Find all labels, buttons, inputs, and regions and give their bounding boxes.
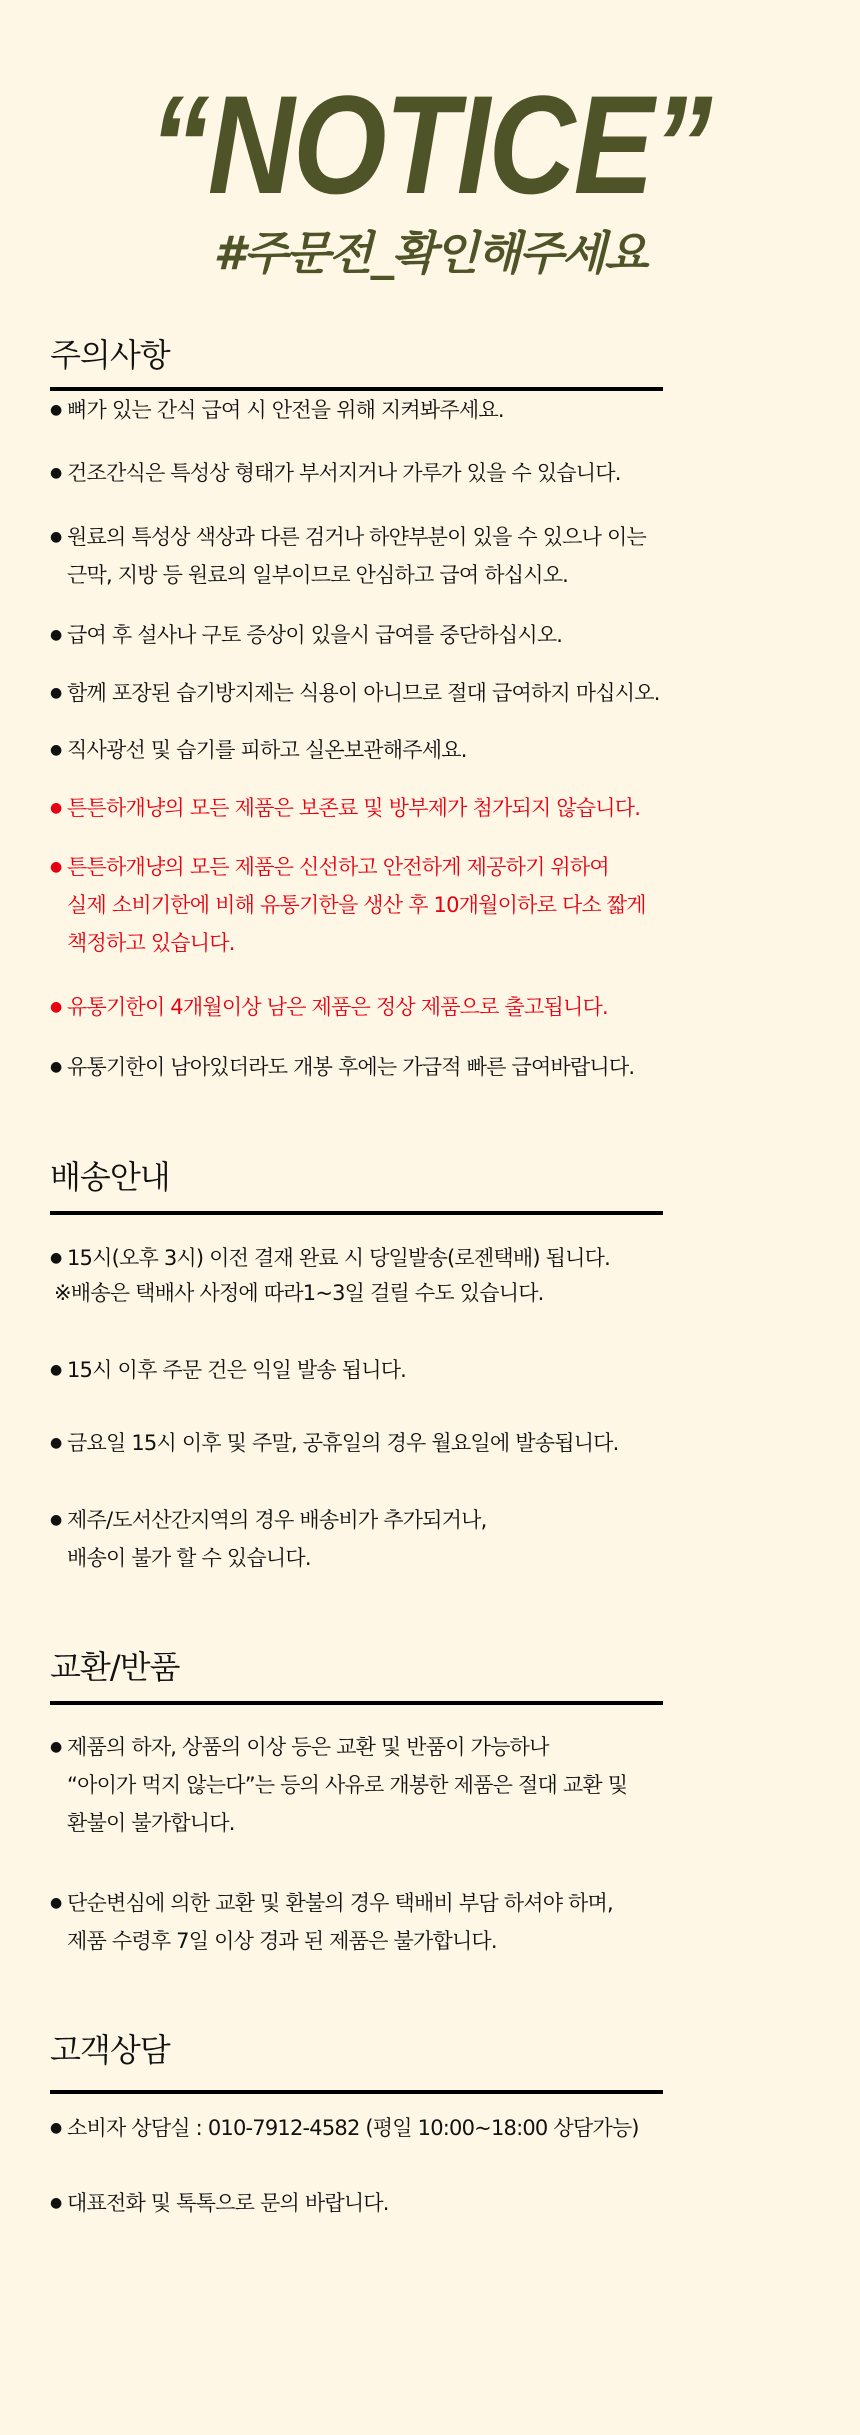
bullet-icon: ● [50, 402, 62, 418]
bullet-icon: ● [50, 685, 62, 701]
list-item-text: 유통기한이 4개월이상 남은 제품은 정상 제품으로 출고됩니다. [67, 995, 608, 1019]
list-item-text: 소비자 상담실 : 010-7912-4582 (평일 10:00~18:00 상담가능) [67, 2116, 639, 2140]
list-item-text: 단순변심에 의한 교환 및 환불의 경우 택배비 부담 하셔야 하며, [67, 1891, 613, 1915]
list-item [50, 1501, 850, 1577]
bullet-icon: ● [50, 1059, 62, 1075]
list-item-text: 근막, 지방 등 원료의 일부이므로 안심하고 급여 하십시오. [67, 563, 569, 587]
bullet-icon: ● [50, 800, 62, 816]
list-item [50, 1048, 850, 1086]
list-item-text: 건조간식은 특성상 형태가 부서지거나 가루가 있을 수 있습니다. [67, 461, 621, 485]
list-item [50, 789, 850, 827]
list-item [50, 616, 850, 654]
bullet-icon: ● [50, 2120, 62, 2136]
list-item [50, 674, 850, 712]
list-item [50, 848, 850, 962]
section-divider [50, 1701, 663, 1705]
list-item-text: 금요일 15시 이후 및 주말, 공휴일의 경우 월요일에 발송됩니다. [67, 1431, 619, 1455]
list-item [50, 518, 850, 594]
list-item-text: 급여 후 설사나 구토 증상이 있을시 급여를 중단하십시오. [67, 623, 563, 647]
bullet-icon: ● [50, 1512, 62, 1528]
list-item-text: 튼튼하개냥의 모든 제품은 보존료 및 방부제가 첨가되지 않습니다. [67, 796, 641, 820]
bullet-icon: ● [50, 742, 62, 758]
list-item [50, 1728, 850, 1842]
bullet-icon: ● [50, 465, 62, 481]
list-item-text: 15시 이후 주문 건은 익일 발송 됩니다. [67, 1358, 407, 1382]
list-item [50, 731, 850, 769]
list-item-text: 원료의 특성상 색상과 다른 검거나 하얀부분이 있을 수 있으나 이는 [67, 525, 646, 549]
list-item [50, 1424, 850, 1462]
list-item-text: 튼튼하개냥의 모든 제품은 신선하고 안전하게 제공하기 위하여 [67, 855, 609, 879]
bullet-icon: ● [50, 1250, 62, 1266]
bullet-icon: ● [50, 1362, 62, 1378]
list-item-text: “아이가 먹지 않는다”는 등의 사유로 개봉한 제품은 절대 교환 및 [67, 1773, 628, 1797]
list-item-text: 책정하고 있습니다. [67, 931, 235, 955]
list-item-text: 제주/도서산간지역의 경우 배송비가 추가되거나, [67, 1508, 487, 1532]
bullet-icon: ● [50, 999, 62, 1015]
list-item-text: 직사광선 및 습기를 피하고 실온보관해주세요. [67, 738, 467, 762]
section-heading: 교환/반품 [50, 1648, 180, 1686]
list-item-text: 15시(오후 3시) 이전 결재 완료 시 당일발송(로젠택배) 됩니다. [67, 1246, 610, 1270]
list-item [50, 2184, 850, 2222]
list-item [50, 1884, 850, 1960]
list-item-text: 대표전화 및 톡톡으로 문의 바랍니다. [67, 2191, 389, 2215]
bullet-icon: ● [50, 627, 62, 643]
notice-subtitle: #주문전_확인해주세요 [213, 226, 647, 280]
notice-title: “NOTICE” [149, 66, 711, 223]
bullet-icon: ● [50, 859, 62, 875]
section-heading: 배송안내 [50, 1158, 170, 1196]
list-item-text: 제품 수령후 7일 이상 경과 된 제품은 불가합니다. [67, 1929, 497, 1953]
section-divider [50, 2090, 663, 2094]
bullet-icon: ● [50, 2195, 62, 2211]
section-heading: 고객상담 [50, 2031, 170, 2069]
list-item [50, 1239, 850, 1277]
section-heading: 주의사항 [50, 336, 170, 374]
list-item-text: 제품의 하자, 상품의 이상 등은 교환 및 반품이 가능하나 [67, 1735, 549, 1759]
bullet-icon: ● [50, 529, 62, 545]
list-item-text: 실제 소비기한에 비해 유통기한을 생산 후 10개월이하로 다소 짧게 [67, 893, 646, 917]
shipping-note: ※배송은 택배사 사정에 따라1~3일 걸릴 수도 있습니다. [54, 1281, 544, 1305]
list-item [50, 1351, 850, 1389]
list-item-text: 환불이 불가합니다. [67, 1811, 235, 1835]
bullet-icon: ● [50, 1739, 62, 1755]
section-divider [50, 1211, 663, 1215]
list-item [50, 2109, 850, 2147]
bullet-icon: ● [50, 1435, 62, 1451]
list-item-text: 배송이 불가 할 수 있습니다. [67, 1546, 311, 1570]
list-item [50, 391, 850, 429]
list-item-text: 유통기한이 남아있더라도 개봉 후에는 가급적 빠른 급여바랍니다. [67, 1055, 635, 1079]
list-item-text: 함께 포장된 습기방지제는 식용이 아니므로 절대 급여하지 마십시오. [67, 681, 660, 705]
list-item [50, 988, 850, 1026]
list-item-text: 뼈가 있는 간식 급여 시 안전을 위해 지켜봐주세요. [67, 398, 504, 422]
list-item [50, 454, 850, 492]
bullet-icon: ● [50, 1895, 62, 1911]
